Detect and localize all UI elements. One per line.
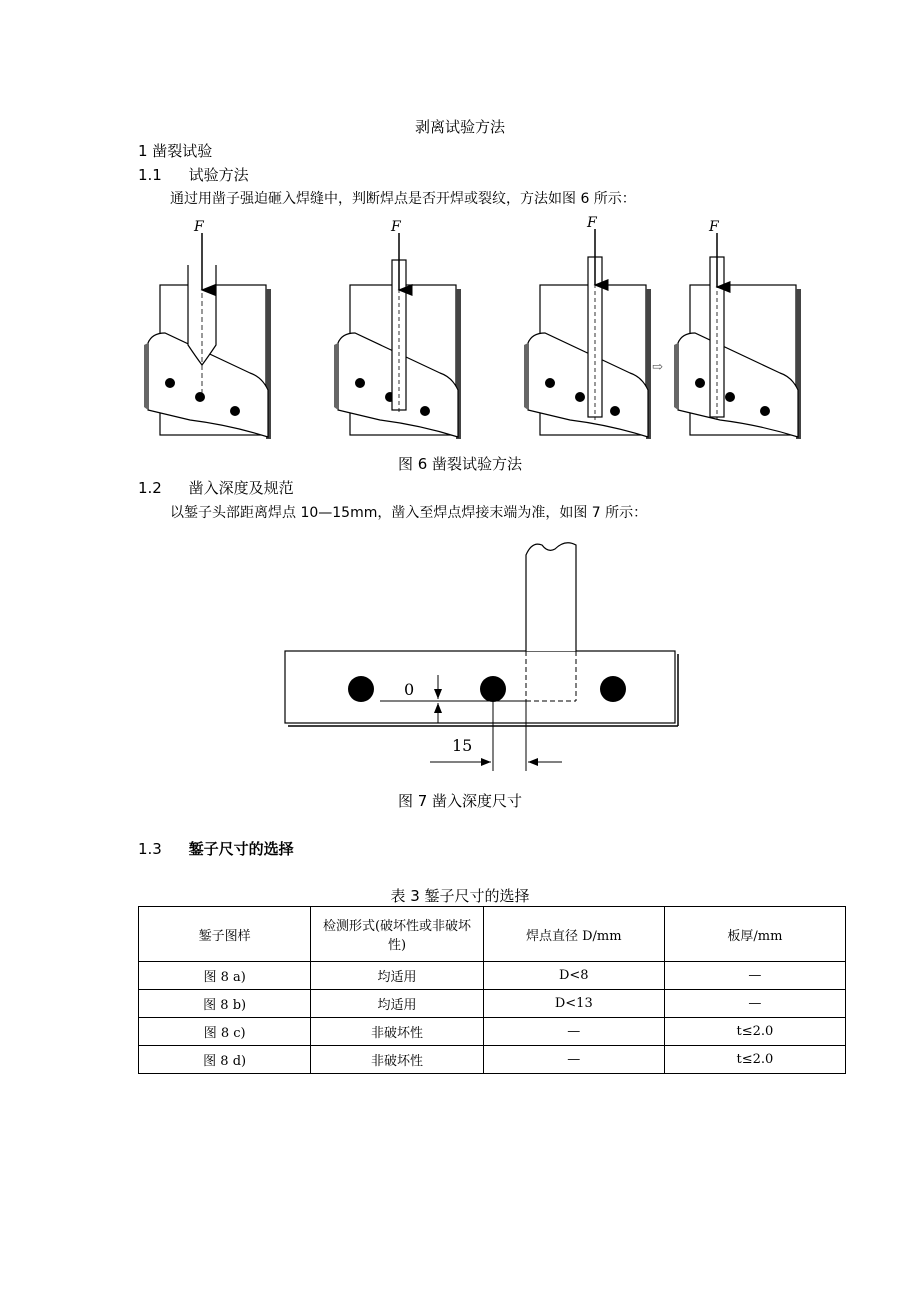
table-cell: 图 8 c) — [139, 1018, 311, 1046]
figure-7-caption: 图 7 凿入深度尺寸 — [397, 792, 523, 810]
table-cell: D<8 — [483, 962, 664, 990]
table-row — [139, 1046, 846, 1074]
figure-6-panel-3 — [524, 215, 651, 439]
table-cell: — — [664, 990, 845, 1018]
table-row — [139, 1018, 846, 1046]
section-1-3-heading — [138, 838, 294, 859]
section-1-2-text: 以錾子头部距离焊点 10—15mm，凿入至焊点焊接末端为准，如图 7 所示： — [170, 505, 648, 521]
table-cell: — — [483, 1046, 664, 1074]
table-cell: t≤2.0 — [664, 1018, 845, 1046]
figure-6-panel-4 — [674, 219, 801, 439]
force-label: F — [709, 219, 719, 235]
section-1-2-heading — [138, 477, 294, 498]
dimension-15-label: 15 — [452, 736, 473, 755]
section-number: 1.2 — [138, 479, 162, 497]
force-label: F — [587, 215, 597, 231]
section-number: 1.3 — [138, 840, 162, 858]
dimension-0-label: 0 — [404, 680, 415, 699]
section-title: 錾子尺寸的选择 — [188, 840, 294, 858]
table-row — [139, 962, 846, 990]
table-cell: 图 8 b) — [139, 990, 311, 1018]
table-cell: 非破坏性 — [311, 1018, 483, 1046]
table-cell: 图 8 a) — [139, 962, 311, 990]
figure-6-panel-2 — [334, 219, 461, 439]
arrow-right-icon: ⇨ — [652, 360, 663, 375]
figure-6-panel-1 — [144, 219, 271, 439]
force-label: F — [194, 219, 204, 235]
weld-spot — [348, 676, 374, 702]
table-3-chisel-sizes — [138, 906, 846, 1074]
table-cell: — — [664, 962, 845, 990]
figure-6-caption: 图 6 凿裂试验方法 — [397, 455, 523, 473]
weld-spot — [480, 676, 506, 702]
force-label: F — [391, 219, 401, 235]
weld-spot — [600, 676, 626, 702]
figure-7-depth-diagram — [280, 535, 680, 775]
table-cell: D<13 — [483, 990, 664, 1018]
table-cell: 均适用 — [311, 990, 483, 1018]
section-1-1-text: 通过用凿子强迫砸入焊缝中，判断焊点是否开焊或裂纹，方法如图 6 所示： — [170, 191, 636, 207]
table-header-row — [139, 907, 846, 962]
table-header-cell: 錾子图样 — [139, 907, 311, 962]
table-cell: t≤2.0 — [664, 1046, 845, 1074]
document-title: 剥离试验方法 — [414, 118, 505, 136]
figure-6-chisel-illustration — [130, 215, 810, 445]
section-title: 试验方法 — [188, 166, 249, 184]
table-header-cell: 检测形式(破坏性或非破坏性) — [311, 907, 483, 962]
table-header-cell: 焊点直径 D/mm — [483, 907, 664, 962]
table-header-cell: 板厚/mm — [664, 907, 845, 962]
table-row — [139, 990, 846, 1018]
table-3-caption: 表 3 錾子尺寸的选择 — [390, 887, 530, 905]
table-cell: 均适用 — [311, 962, 483, 990]
section-1-heading: 1 凿裂试验 — [138, 142, 213, 160]
section-title: 凿入深度及规范 — [188, 479, 294, 497]
section-number: 1.1 — [138, 166, 162, 184]
table-cell: 非破坏性 — [311, 1046, 483, 1074]
table-cell: — — [483, 1018, 664, 1046]
section-1-1-heading — [138, 164, 249, 185]
table-cell: 图 8 d) — [139, 1046, 311, 1074]
